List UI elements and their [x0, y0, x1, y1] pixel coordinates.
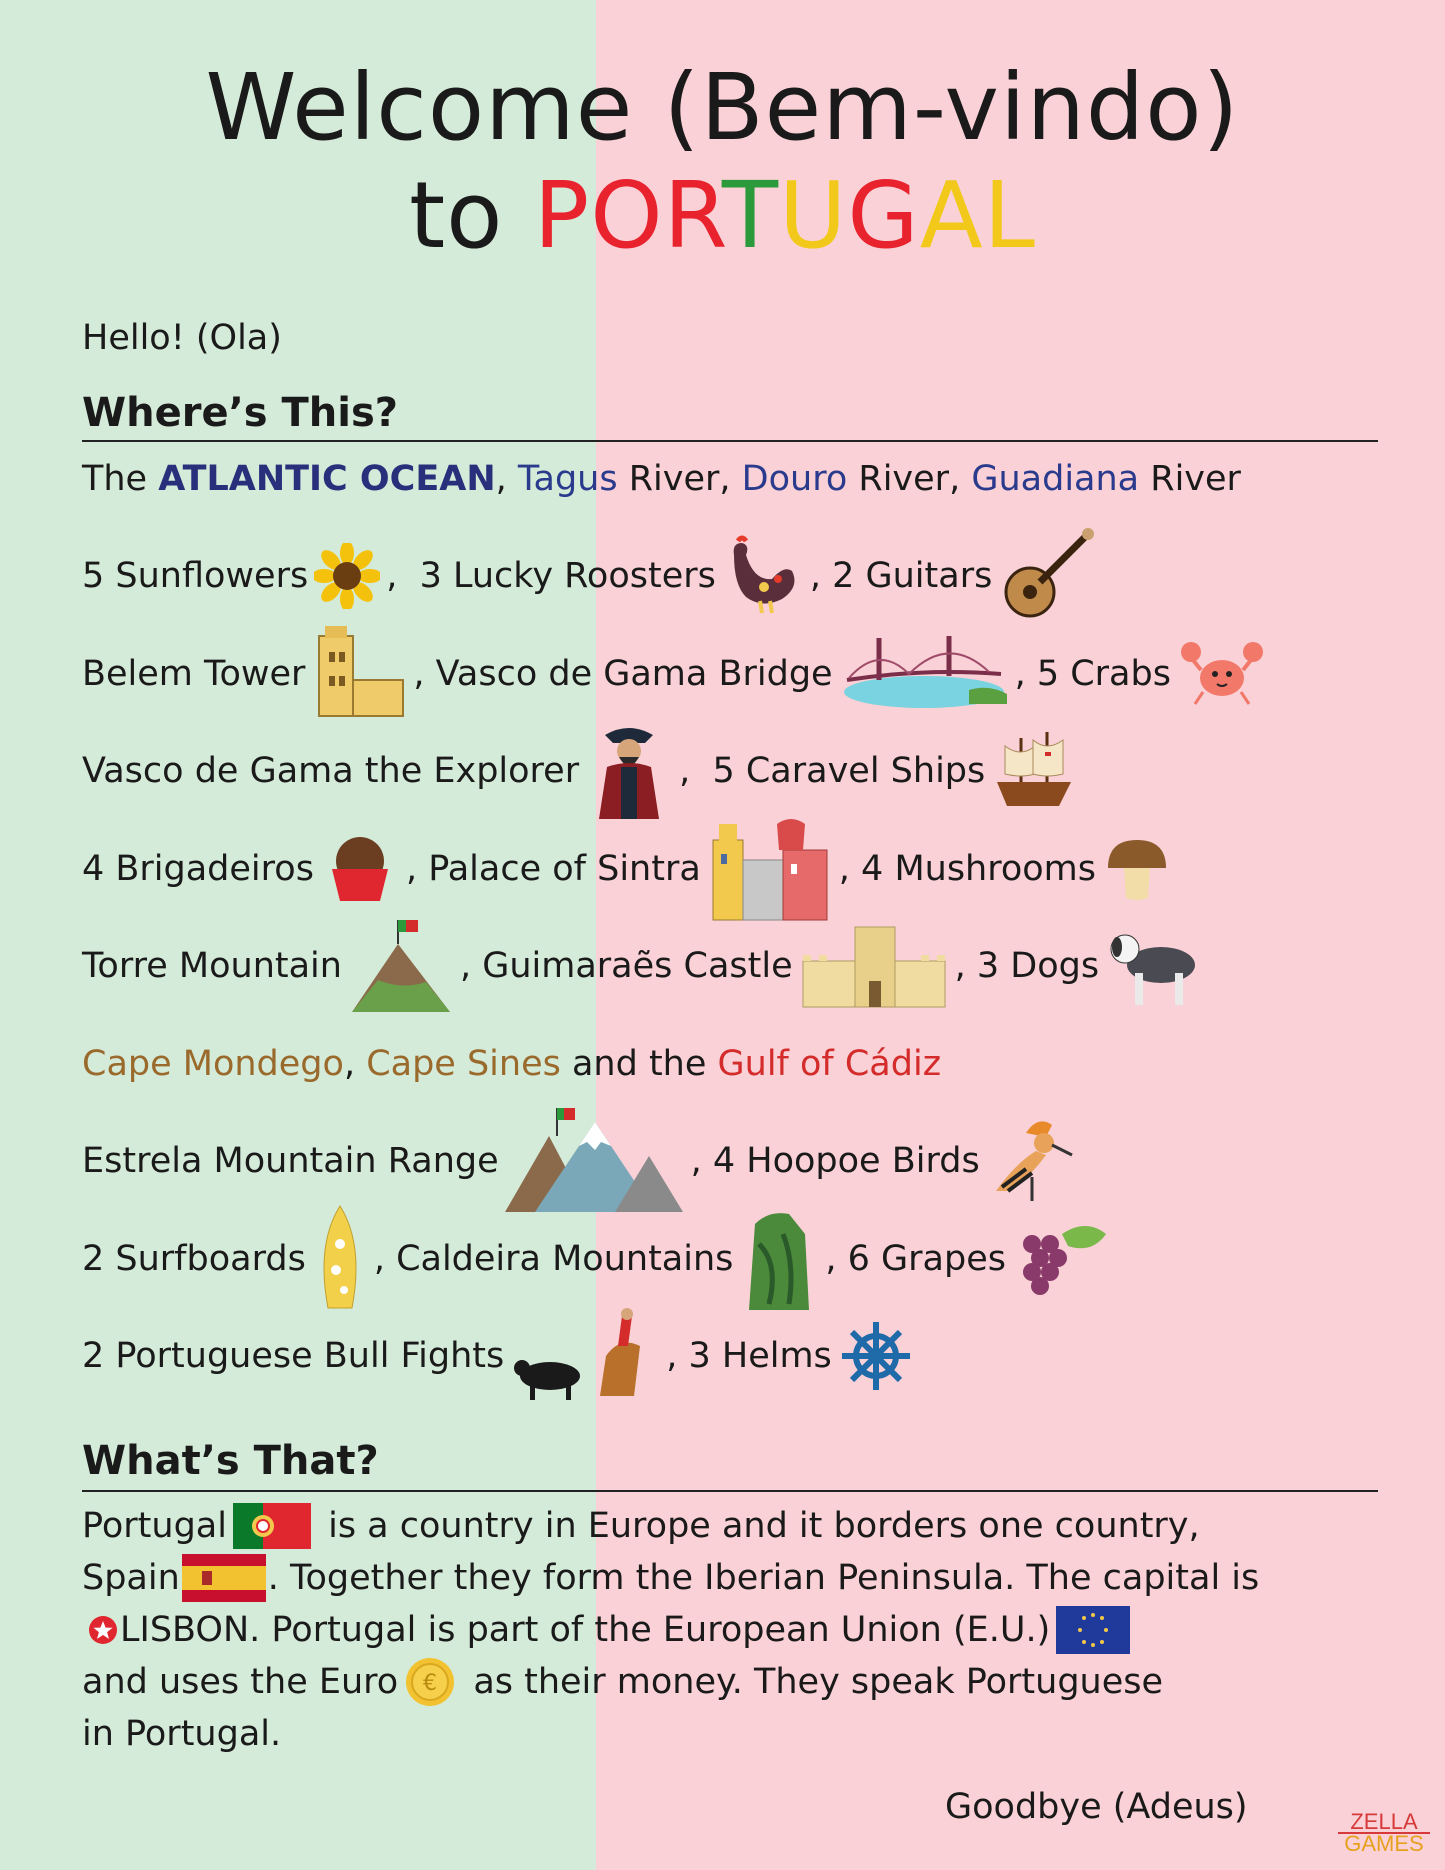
gulf-of-cadiz: Gulf of Cádiz — [717, 1044, 942, 1084]
item-grapes: , 6 Grapes — [825, 1239, 1006, 1279]
capital-star-icon — [88, 1615, 118, 1645]
paragraph-line — [82, 1656, 1163, 1708]
item-palace-sintra: , Palace of Sintra — [405, 849, 701, 889]
text-spain: Spain — [82, 1558, 180, 1598]
river-word: River — [617, 459, 720, 499]
item-crabs: , 5 Crabs — [1014, 654, 1171, 694]
logo-line2: GAMES — [1344, 1831, 1424, 1856]
portugal-flag-icon — [233, 1503, 311, 1549]
item-bull-fights: 2 Portuguese Bull Fights — [82, 1336, 505, 1376]
capes-line — [82, 1034, 941, 1094]
list-row — [82, 1131, 1082, 1191]
item-guimaraes-castle: , Guimaraẽs Castle — [459, 946, 793, 986]
dog-icon — [1105, 921, 1201, 1011]
paragraph-line — [82, 1500, 1200, 1552]
river-word: River — [1139, 459, 1241, 499]
item-sunflowers: 5 Sunflowers — [82, 556, 309, 596]
list-row — [82, 839, 1178, 899]
river-word: River — [847, 459, 950, 499]
item-guitars: , 2 Guitars — [809, 556, 993, 596]
title-letter: O — [590, 162, 664, 269]
item-hoopoe-birds: , 4 Hoopoe Birds — [690, 1141, 980, 1181]
text-lisbon-line: LISBON. Portugal is part of the European Union (E.U.) — [120, 1610, 1051, 1650]
text-portugal: Portugal — [82, 1506, 227, 1546]
greeting: Hello! (Ola) — [82, 318, 282, 358]
belem-tower-icon — [311, 622, 407, 726]
item-estrela-range: Estrela Mountain Range — [82, 1141, 499, 1181]
title-letter: P — [533, 162, 591, 269]
paragraph-line — [82, 1552, 1259, 1604]
logo-line1: ZELLA — [1338, 1812, 1430, 1834]
caravel-ship-icon — [991, 728, 1077, 814]
text-last-line: in Portugal. — [82, 1714, 282, 1754]
grapes-icon — [1012, 1214, 1112, 1304]
item-surfboards: 2 Surfboards — [82, 1239, 306, 1279]
title-portugal — [534, 162, 1036, 269]
castle-icon — [799, 921, 949, 1011]
section-heading-whats-that: What’s That? — [82, 1438, 379, 1484]
tagus: Tagus — [517, 459, 618, 499]
geo-line — [82, 449, 1241, 509]
list-row — [82, 1229, 1118, 1289]
caldeira-mountain-icon — [739, 1204, 819, 1314]
title-letter: R — [663, 162, 722, 269]
svg-text:€: € — [423, 1671, 438, 1696]
bridge-icon — [839, 634, 1009, 714]
crab-icon — [1177, 634, 1267, 714]
text-the: The — [82, 459, 159, 499]
list-row — [82, 644, 1273, 704]
item-caravel-ships: , 5 Caravel Ships — [679, 751, 986, 791]
mountain-icon — [348, 916, 454, 1016]
surfboard-icon — [312, 1204, 368, 1314]
zella-games-logo — [1338, 1809, 1430, 1856]
douro: Douro — [741, 459, 848, 499]
rooster-icon — [722, 535, 804, 617]
item-mushrooms: , 4 Mushrooms — [838, 849, 1097, 889]
item-vasco-explorer: Vasco de Gama the Explorer — [82, 751, 580, 791]
mountain-range-icon — [505, 1106, 685, 1216]
hoopoe-bird-icon — [986, 1113, 1076, 1209]
farewell: Goodbye (Adeus) — [945, 1787, 1248, 1827]
paragraph-line — [82, 1604, 1136, 1656]
sunflower-icon — [314, 543, 380, 609]
divider — [82, 1490, 1378, 1492]
item-lucky-roosters: , 3 Lucky Roosters — [386, 556, 716, 596]
spain-flag-icon — [182, 1554, 266, 1602]
title-to: to — [409, 162, 534, 269]
comma: , — [719, 459, 742, 499]
item-vasco-bridge: , Vasco de Gama Bridge — [413, 654, 833, 694]
list-row — [82, 936, 1207, 996]
explorer-icon — [585, 721, 673, 821]
item-dogs: , 3 Dogs — [954, 946, 1100, 986]
title-letter: U — [779, 162, 848, 269]
palace-sintra-icon — [707, 814, 833, 924]
item-torre-mountain: Torre Mountain — [82, 946, 342, 986]
item-belem-tower: Belem Tower — [82, 654, 306, 694]
guadiana: Guadiana — [971, 459, 1140, 499]
paragraph-line — [82, 1708, 281, 1760]
section-heading-wheres-this: Where’s This? — [82, 390, 398, 436]
text-money-line: as their money. They speak Portuguese — [462, 1662, 1164, 1702]
mushroom-icon — [1102, 834, 1172, 904]
list-row — [82, 546, 1104, 606]
item-brigadeiros: 4 Brigadeiros — [82, 849, 314, 889]
title-letter: G — [847, 162, 920, 269]
divider — [82, 440, 1378, 442]
text-line1-rest: is a country in Europe and it borders one country, — [316, 1506, 1200, 1546]
text-line2-rest: . Together they form the Iberian Peninsula. The capital is — [267, 1558, 1260, 1598]
comma: , — [949, 459, 972, 499]
eu-flag-icon — [1056, 1606, 1130, 1654]
page-title-line1: Welcome (Bem-vindo) — [205, 54, 1240, 161]
euro-coin-icon — [404, 1656, 456, 1708]
page-title-line2 — [0, 162, 1445, 269]
list-row — [82, 741, 1083, 801]
text-euro-line: and uses the Euro — [82, 1662, 399, 1702]
text-and-the: and the — [560, 1044, 718, 1084]
comma: , — [495, 459, 518, 499]
title-letter: A — [919, 162, 984, 269]
helm-wheel-icon — [838, 1318, 914, 1394]
cape-mondego: Cape Mondego — [82, 1044, 344, 1084]
title-letter: L — [983, 162, 1036, 269]
guitar-icon — [998, 526, 1098, 626]
title-letter: T — [721, 162, 780, 269]
list-row — [82, 1326, 920, 1386]
atlantic-ocean: ATLANTIC OCEAN — [158, 459, 496, 499]
cape-sines: Cape Sines — [366, 1044, 561, 1084]
bull-fight-icon — [510, 1306, 660, 1406]
item-caldeira-mountains: , Caldeira Mountains — [373, 1239, 734, 1279]
item-helms: , 3 Helms — [666, 1336, 832, 1376]
comma: , — [343, 1044, 367, 1084]
brigadeiro-icon — [320, 829, 400, 909]
